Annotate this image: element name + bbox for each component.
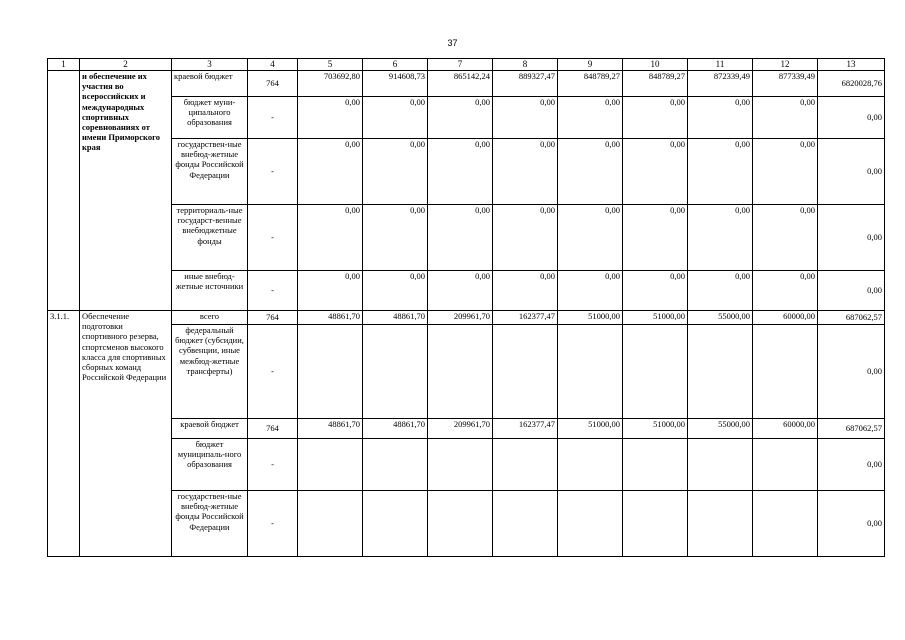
table-row [48, 491, 885, 557]
year-value: 48861,70 [298, 311, 363, 325]
year-value: 0,00 [363, 97, 428, 139]
row-total: 0,00 [818, 325, 885, 419]
funding-source: бюджет муниципаль-ного образования [172, 439, 248, 491]
table-row [48, 439, 885, 491]
item-description: и обеспечение их участия во всероссийских и международных спортивных соревнованиях от имени Приморского края [80, 71, 172, 311]
year-value [428, 325, 493, 419]
year-value: 0,00 [753, 271, 818, 311]
year-value [298, 491, 363, 557]
table-row [48, 325, 885, 419]
row-total: 0,00 [818, 97, 885, 139]
table-row [48, 311, 885, 325]
year-value: 0,00 [753, 97, 818, 139]
table-row [48, 271, 885, 311]
year-value: 0,00 [363, 271, 428, 311]
year-value: 0,00 [688, 97, 753, 139]
year-value: 865142,24 [428, 71, 493, 97]
year-value [753, 325, 818, 419]
item-number: 3.1.1. [48, 311, 80, 557]
year-value: 60000,00 [753, 311, 818, 325]
year-value [363, 325, 428, 419]
funding-source: территориаль-ные государст-венные внебюджетные фонды [172, 205, 248, 271]
year-value: 0,00 [493, 271, 558, 311]
year-value: 209961,70 [428, 419, 493, 439]
column-header-row [48, 59, 885, 71]
year-value: 0,00 [428, 271, 493, 311]
year-value [558, 491, 623, 557]
year-value: 48861,70 [298, 419, 363, 439]
year-value: 51000,00 [623, 419, 688, 439]
year-value: 60000,00 [753, 419, 818, 439]
funding-source: всего [172, 311, 248, 325]
year-value [493, 439, 558, 491]
year-value: 48861,70 [363, 419, 428, 439]
year-value: 0,00 [688, 205, 753, 271]
column-header: 12 [753, 59, 818, 71]
row-total: 6820028,76 [818, 71, 885, 97]
budget-code: 764 [248, 419, 298, 439]
year-value: 848789,27 [623, 71, 688, 97]
year-value [623, 325, 688, 419]
row-total: 687062,57 [818, 419, 885, 439]
year-value [493, 325, 558, 419]
table-row [48, 97, 885, 139]
year-value: 0,00 [363, 139, 428, 205]
year-value: 0,00 [493, 139, 558, 205]
page-number: 37 [447, 38, 458, 48]
year-value [493, 491, 558, 557]
row-total: 0,00 [818, 205, 885, 271]
year-value: 0,00 [558, 271, 623, 311]
year-value: 55000,00 [688, 419, 753, 439]
funding-source: федеральный бюджет (субсидии, субвенции, иные межбюд-жетные трансферты) [172, 325, 248, 419]
year-value [753, 491, 818, 557]
year-value: 914608,73 [363, 71, 428, 97]
row-total: 687062,57 [818, 311, 885, 325]
column-header: 8 [493, 59, 558, 71]
year-value: 162377,47 [493, 419, 558, 439]
year-value: 0,00 [558, 205, 623, 271]
column-header: 6 [363, 59, 428, 71]
column-header: 3 [172, 59, 248, 71]
year-value: 0,00 [428, 139, 493, 205]
year-value: 0,00 [558, 97, 623, 139]
year-value: 51000,00 [623, 311, 688, 325]
year-value [298, 439, 363, 491]
budget-code: - [248, 97, 298, 139]
table-row [48, 139, 885, 205]
year-value: 0,00 [688, 139, 753, 205]
table-row [48, 419, 885, 439]
year-value: 0,00 [298, 139, 363, 205]
year-value: 209961,70 [428, 311, 493, 325]
column-header: 4 [248, 59, 298, 71]
funding-source: краевой бюджет [172, 71, 248, 97]
year-value: 48861,70 [363, 311, 428, 325]
year-value [688, 325, 753, 419]
year-value [363, 491, 428, 557]
year-value [623, 491, 688, 557]
year-value: 889327,47 [493, 71, 558, 97]
row-total: 0,00 [818, 491, 885, 557]
year-value: 703692,80 [298, 71, 363, 97]
column-header: 1 [48, 59, 80, 71]
budget-code: - [248, 325, 298, 419]
budget-code: - [248, 271, 298, 311]
year-value [298, 325, 363, 419]
table-row [48, 71, 885, 97]
year-value [688, 491, 753, 557]
funding-source: иные внебюд-жетные источники [172, 271, 248, 311]
year-value: 0,00 [428, 205, 493, 271]
budget-code: 764 [248, 311, 298, 325]
year-value [558, 325, 623, 419]
year-value: 55000,00 [688, 311, 753, 325]
column-header: 9 [558, 59, 623, 71]
column-header: 5 [298, 59, 363, 71]
row-total: 0,00 [818, 439, 885, 491]
row-total: 0,00 [818, 271, 885, 311]
funding-source: государствен-ные внебюд-жетные фонды Российской Федерации [172, 491, 248, 557]
year-value: 872339,49 [688, 71, 753, 97]
year-value: 0,00 [363, 205, 428, 271]
item-number [48, 71, 80, 311]
year-value: 0,00 [623, 271, 688, 311]
year-value: 0,00 [493, 97, 558, 139]
year-value: 51000,00 [558, 419, 623, 439]
budget-code: 764 [248, 71, 298, 97]
year-value [688, 439, 753, 491]
year-value: 0,00 [623, 205, 688, 271]
year-value: 877339,49 [753, 71, 818, 97]
funding-source: бюджет муни-ципального образования [172, 97, 248, 139]
column-header: 13 [818, 59, 885, 71]
year-value: 0,00 [493, 205, 558, 271]
year-value [558, 439, 623, 491]
year-value: 0,00 [753, 205, 818, 271]
year-value: 51000,00 [558, 311, 623, 325]
year-value: 0,00 [688, 271, 753, 311]
budget-code: - [248, 491, 298, 557]
year-value: 0,00 [298, 271, 363, 311]
year-value: 0,00 [298, 97, 363, 139]
column-header: 7 [428, 59, 493, 71]
year-value: 0,00 [623, 139, 688, 205]
item-description: Обеспечение подготовки спортивного резерва, спортсменов высокого класса для спортивных сборных команд Российской Федерации [80, 311, 172, 557]
year-value: 0,00 [298, 205, 363, 271]
column-header: 11 [688, 59, 753, 71]
year-value: 0,00 [428, 97, 493, 139]
budget-table [47, 58, 885, 557]
year-value: 162377,47 [493, 311, 558, 325]
year-value [363, 439, 428, 491]
year-value [428, 439, 493, 491]
year-value [753, 439, 818, 491]
year-value: 0,00 [753, 139, 818, 205]
year-value [428, 491, 493, 557]
budget-code: - [248, 439, 298, 491]
column-header: 2 [80, 59, 172, 71]
table-row [48, 205, 885, 271]
budget-code: - [248, 205, 298, 271]
budget-code: - [248, 139, 298, 205]
year-value [623, 439, 688, 491]
row-total: 0,00 [818, 139, 885, 205]
funding-source: государствен-ные внебюд-жетные фонды Российской Федерации [172, 139, 248, 205]
year-value: 0,00 [623, 97, 688, 139]
year-value: 848789,27 [558, 71, 623, 97]
column-header: 10 [623, 59, 688, 71]
year-value: 0,00 [558, 139, 623, 205]
funding-source: краевой бюджет [172, 419, 248, 439]
